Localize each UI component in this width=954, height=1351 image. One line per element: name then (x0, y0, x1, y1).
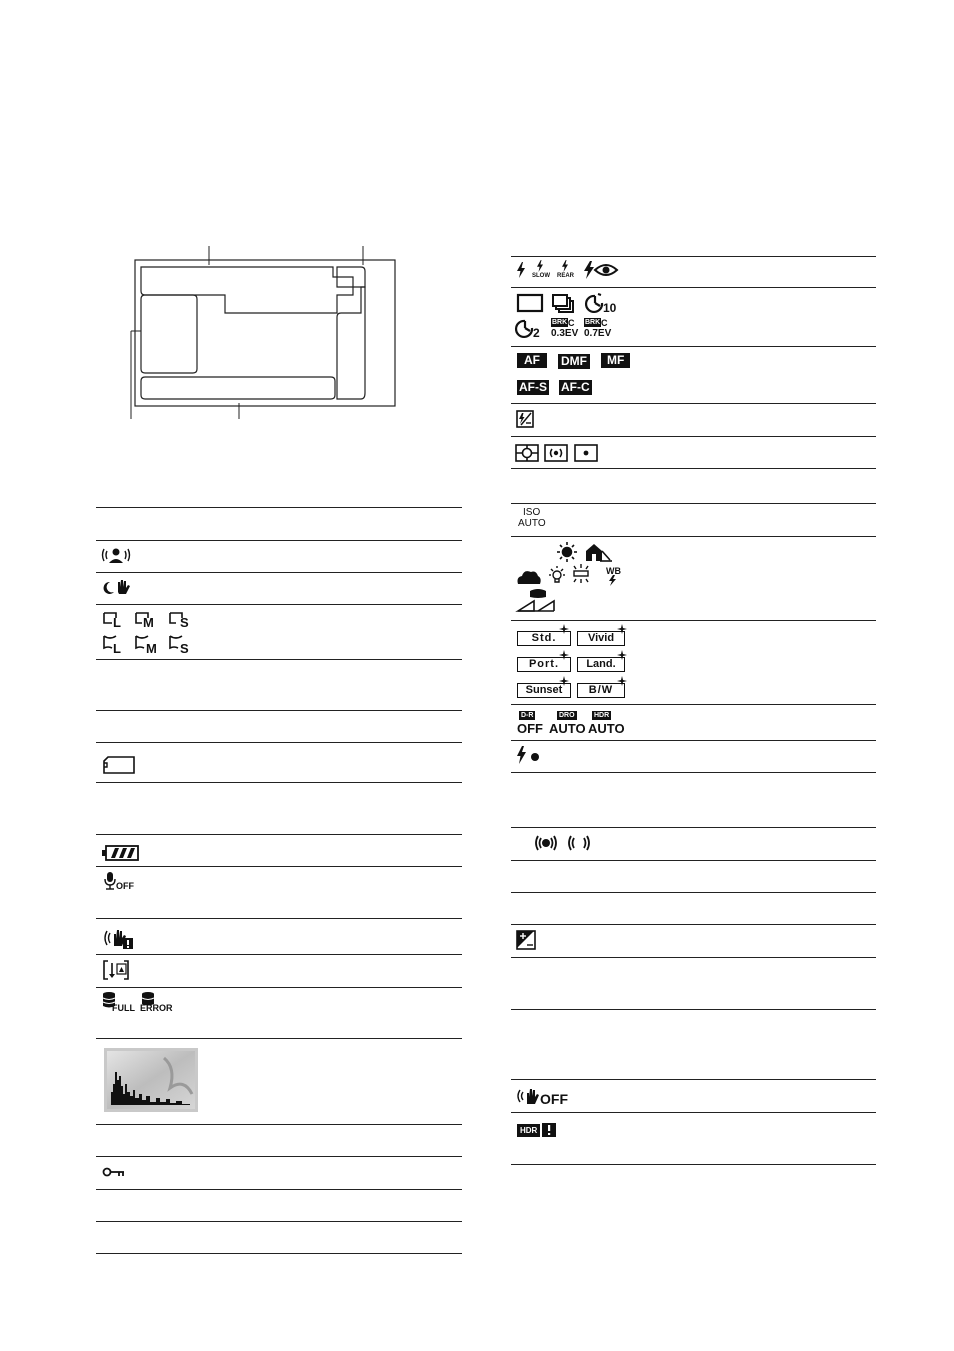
svg-text:M: M (146, 641, 157, 656)
creative-std: Std. (517, 631, 571, 646)
battery-icon (101, 844, 141, 862)
focus-mf: MF (601, 353, 630, 368)
af-illuminator-icons (533, 833, 591, 853)
bracket-1-brk: BRK (552, 319, 568, 326)
creative-bw: B/W (577, 683, 625, 698)
bracket-2-brk: BRK (585, 319, 601, 326)
bracket-1-c: C (568, 318, 575, 328)
flash-rear-icon (561, 260, 569, 272)
steadyshot-off-icon (515, 1086, 543, 1106)
dro-auto-label: AUTO (549, 721, 586, 736)
flash-charge-icon (516, 746, 544, 764)
image-size-icons (102, 610, 202, 656)
creative-land: Land. (577, 657, 625, 672)
svg-text:S: S (180, 641, 189, 656)
svg-text:L: L (113, 641, 121, 656)
bracket-2-label: 0.7EV (584, 328, 612, 339)
steadyshot-off-label: OFF (540, 1091, 568, 1107)
svg-text:S: S (180, 615, 189, 630)
card-error-label: ERROR (140, 1003, 173, 1013)
exposure-compensation-icon (516, 930, 536, 950)
flash-slow-icon (536, 260, 544, 272)
hdr-auto-label: AUTO (588, 721, 625, 736)
memory-card-icon (102, 755, 136, 775)
smile-shutter-icon (100, 545, 132, 565)
creative-port: Port. (517, 657, 571, 672)
handheld-twilight-icon (102, 576, 132, 596)
hdr-warning-badge: HDR (517, 1124, 540, 1137)
focus-af-c: AF-C (561, 380, 590, 394)
bracket-1-label: 0.3EV (551, 328, 579, 339)
svg-text:M: M (143, 615, 154, 630)
focus-af: AF (517, 353, 547, 368)
focus-af-s: AF-S (519, 380, 547, 394)
iso-label: ISO (523, 507, 541, 518)
self-timer-2-label: 2 (533, 326, 540, 340)
dr-off-label: OFF (517, 721, 543, 736)
mic-off-label: OFF (116, 881, 134, 891)
histogram-thumbnail (104, 1048, 198, 1112)
screen-diagram (125, 243, 405, 423)
white-balance-icons (514, 541, 644, 617)
creative-sunset: Sunset (517, 683, 571, 698)
flash-compensation-icon (516, 410, 534, 428)
wb-flash-label: WB (606, 566, 621, 576)
dro-badge: DRO (559, 712, 575, 719)
creative-sparkle-icons (556, 624, 628, 696)
svg-text:L: L (113, 615, 121, 630)
focus-dmf: DMF (558, 354, 590, 369)
self-timer-10-label: 10 (603, 301, 617, 315)
bracket-2-c: C (601, 318, 608, 328)
hdr-badge: HDR (594, 712, 610, 719)
flash-slow-label: SLOW (532, 273, 550, 279)
hdr-warning-icon (542, 1123, 556, 1137)
flash-rear-label: REAR (557, 273, 575, 279)
card-full-label: FULL (112, 1003, 135, 1013)
protect-key-icon (102, 1166, 126, 1178)
dr-badge: D-R (521, 712, 534, 719)
iso-auto-label: AUTO (518, 518, 546, 529)
flash-red-eye-icon (583, 261, 619, 279)
image-orientation-icon (103, 960, 129, 980)
mic-off-icon (103, 871, 117, 891)
camera-shake-warning-icon (101, 926, 137, 950)
metering-mode-icons (515, 443, 599, 463)
creative-vivid: Vivid (577, 631, 625, 646)
flash-icon (516, 262, 526, 278)
